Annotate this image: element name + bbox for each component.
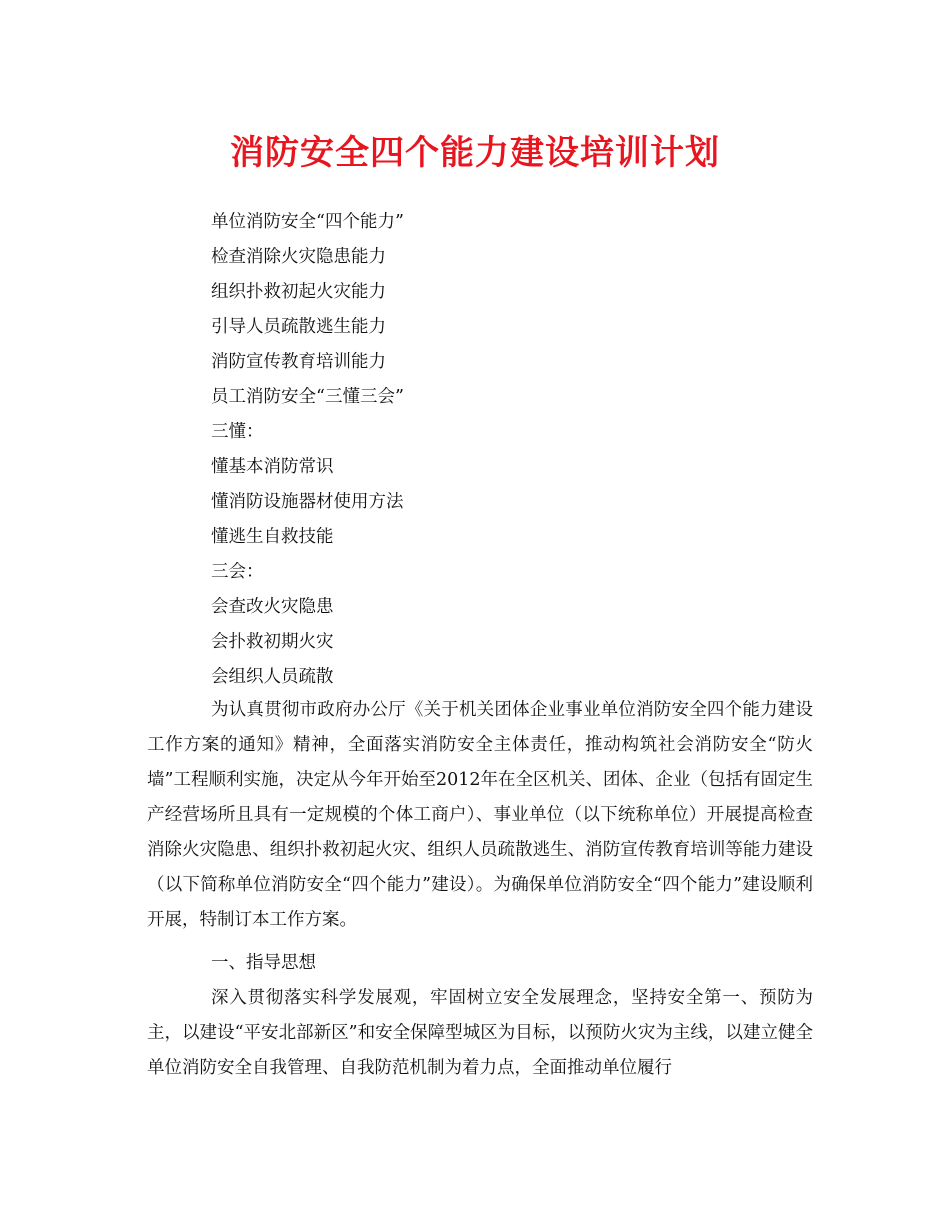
list-item: 懂基本消防常识 [211, 457, 334, 477]
list-item: 会扑救初期火灾 [211, 632, 334, 652]
guiding-ideology-paragraph: 深入贯彻落实科学发展观，牢固树立安全发展理念，坚持安全第一、预防为主，以建设“平安北部新区”和安全保障型城区为目标，以预防火灾为主线，以建立健全单位消防安全自我管理、自我防范机制为着力点，全面推动单位履行 [147, 988, 813, 1078]
list-item: 检查消除火灾隐患能力 [211, 247, 386, 267]
section-heading-guiding-ideology: 一、指导思想 [211, 953, 316, 973]
intro-paragraph: 为认真贯彻市政府办公厅《关于机关团体企业事业单位消防安全四个能力建设工作方案的通知》精神，全面落实消防安全主体责任，推动构筑社会消防安全“防火墙”工程顺利实施，决定从今年开始至2012年在全区机关、团体、企业（包括有固定生产经营场所且具有一定规模的个体工商户）、事业单位（以下统称单位）开展提高检查消除火灾隐患、组织扑救初起火灾、组织人员疏散逃生、消防宣传教育培训等能力建设（以下简称单位消防安全“四个能力”建设）。为确保单位消防安全“四个能力”建设顺利开展，特制订本工作方案。 [147, 700, 813, 930]
list-item: 引导人员疏散逃生能力 [211, 317, 386, 337]
list-item: 懂消防设施器材使用方法 [211, 492, 404, 512]
list-item: 员工消防安全“三懂三会” [211, 387, 404, 407]
document-title: 消防安全四个能力建设培训计划 [230, 133, 720, 173]
list-item: 三懂： [211, 422, 264, 442]
list-item: 会查改火灾隐患 [211, 597, 334, 617]
ability-list [211, 205, 831, 695]
list-item: 懂逃生自救技能 [211, 527, 334, 547]
list-item: 消防宣传教育培训能力 [211, 352, 386, 372]
list-item: 单位消防安全“四个能力” [211, 212, 404, 232]
list-item: 三会： [211, 562, 264, 582]
list-item: 组织扑救初起火灾能力 [211, 282, 386, 302]
list-item: 会组织人员疏散 [211, 667, 334, 687]
